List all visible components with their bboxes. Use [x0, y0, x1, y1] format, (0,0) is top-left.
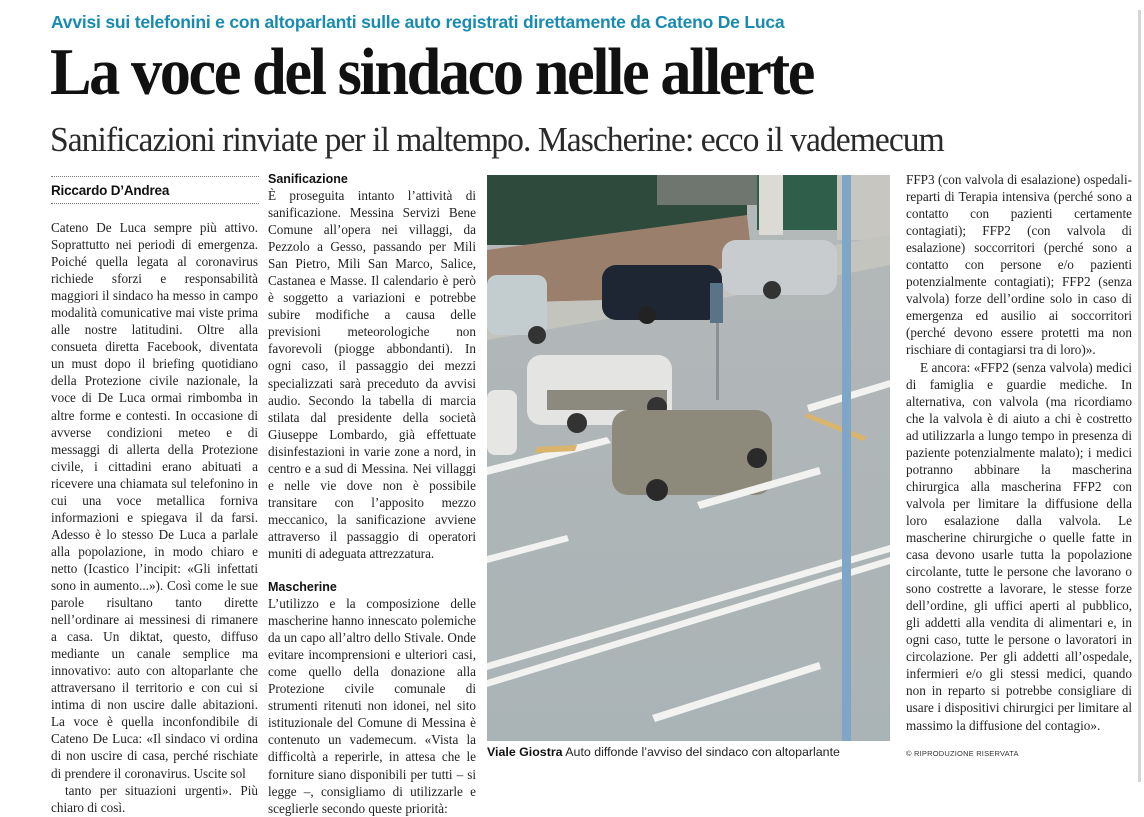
- copyright-notice: © RIPRODUZIONE RISERVATA: [906, 749, 1019, 758]
- article-kicker: Avvisi sui telefonini e con altoparlanti sulle auto registrati direttamente da Cateno De Luca: [51, 12, 785, 32]
- street-scene-photo: [487, 175, 890, 741]
- column1-paragraph: Cateno De Luca sempre più attivo. Soprattutto nei periodi di emergenza. Poiché quella legata al coronavirus richiede sforzi e responsabilità maggiori il sindaco ha messo in campo modalità comunicative mai viste prima alle nostre latitudini. Oltre alla consueta diretta Facebook, diventata un must dopo il briefing quotidiano della Protezione civile nazionale, la voce di De Luca ormai rimbomba in altre forme e contesti. In occasione di avverse condizioni meteo e di messaggi di allerta della Protezione civile, i cittadini erano abituati a ricevere una chiamata sul telefonino in cui una voce metallica forniva informazioni e spiegava il da farsi. Adesso è lo stesso De Luca a parlale alla popolazione, in modo chiaro e netto (Icastico l’incipit: «Gli infettati sono in aumento...»). Così come le sue parole risultano tanto dirette nell’ordinare ai messinesi di rimanere a casa. Un diktat, questo, diffuso mediante un canale semplice ma innovativo: auto con altoparlante che attraversano il territorio e con cui si intima di non uscire dalle abitazioni. La voce è quella inconfondibile di Cateno De Luca: «Il sindaco vi ordina di non uscire di casa, perché rischiate di prendere il coronavirus. Uscite sol: [51, 220, 258, 781]
- article-column-2: [268, 171, 476, 817]
- column1-paragraph: tanto per situazioni urgenti». Più chiaro di così.: [51, 782, 258, 815]
- byline-author: Riccardo D’Andrea: [51, 183, 170, 198]
- article-photo: [487, 175, 890, 741]
- column3-paragraph: E ancora: «FFP2 (senza valvola) medici di famiglia e guardie mediche. In alternativa, con valvola (ma ricordiamo che la valvola è di aiuto a chi è costretto ad utilizzarla a lungo tempo in presenza di paziente potenzialmente malato); i medici potranno abbinare la mascherina chirurgica alla mascherina FFP2 con valvola per limitare la diffusione della loro esalazione dalla valvola. Le mascherine chirurgiche o quelle fatte in casa devono usarle tutta la popolazione circolante, tutte le persone che lavorano o sono costrette a lavorare, le stesse forze dell’ordine, gli uffici aperti al pubblico, gli addetti alla vendita di alimentari e, in ogni caso, tutte le persone o lavoratori in circolazione. Per gli addetti all’ospedale, infermieri e/o gli stessi medici, quando non in reparto si potrebbe consigliare di usare i dispositivi chirurgici per limitare al massimo la diffusione del contagio».: [906, 359, 1132, 733]
- article-column-3: [906, 171, 1132, 734]
- page-edge-rule: [1138, 10, 1141, 782]
- column3-paragraph: FFP3 (con valvola di esalazione) ospedali-reparti di Terapia intensiva (perché sono a contatto con pazienti certamente contagiati); FFP2 (con valvola di esalazione) soccorritori (perché sono a contatto con persone e/o pazienti potenzialmente contagiati); FFP2 (senza valvola) forze dell’ordine solo in caso di emergenza ed ausilio ai soccorritori (perché devono essere protetti ma non rischiare di contagiarsi tra di loro)».: [906, 172, 1132, 358]
- article-subheadline: Sanificazioni rinviate per il maltempo. Mascherine: ecco il vademecum: [50, 120, 944, 159]
- caption-text: Auto diffonde l’avviso del sindaco con altoparlante: [565, 745, 840, 759]
- article-column-1: [51, 219, 258, 816]
- section-title-sanificazione: Sanificazione: [268, 172, 348, 186]
- section-text-sanificazione: È proseguita intanto l’attività di sanificazione. Messina Servizi Bene Comune all’opera nei villaggi, da Pezzolo a Gesso, passando per Mili San Pietro, Mili San Marco, Salice, Castanea e Masse. Il calendario è però è soggetto a variazioni e potrebbe subire modifiche a causa delle previsioni meteorologiche non favorevoli (piogge abbondanti). In ogni caso, il passaggio dei mezzi specializzati sarà preceduto da avvisi audio. Secondo la tabella di marcia stilata dal presidente della società Giuseppe Lombardo, già effettuate disinfestazioni in varie zone a nord, in centro e a sud di Messina. Nei villaggi e nelle vie dove non è possibile transitare con l’apposito mezzo meccanico, la sanificazione avviene attraverso il passaggio di operatori muniti di adeguata attrezzatura.: [268, 188, 476, 561]
- photo-caption: [487, 745, 907, 759]
- byline-block: [51, 176, 259, 204]
- article-headline: La voce del sindaco nelle allerte: [50, 35, 813, 109]
- byline-bottom-rule: [51, 203, 259, 204]
- section-text-mascherine: L’utilizzo e la composizione delle mascherine hanno innescato polemiche da un capo all’altro dello Stivale. Onde evitare incomprensioni e ulteriori casi, come quello della donazione alla Protezione civile comunale di strumenti ritenuti non idonei, nel sito istituzionale del Comune di Messina è contenuto un vademecum. «Vista la difficoltà a reperirle, in attesa che le forniture siano disponibili per tutti – si legge –, consigliamo di utilizzarle e sceglierle secondo queste priorità:: [268, 596, 476, 816]
- section-title-mascherine: Mascherine: [268, 580, 337, 595]
- caption-location: Viale Giostra: [487, 745, 563, 759]
